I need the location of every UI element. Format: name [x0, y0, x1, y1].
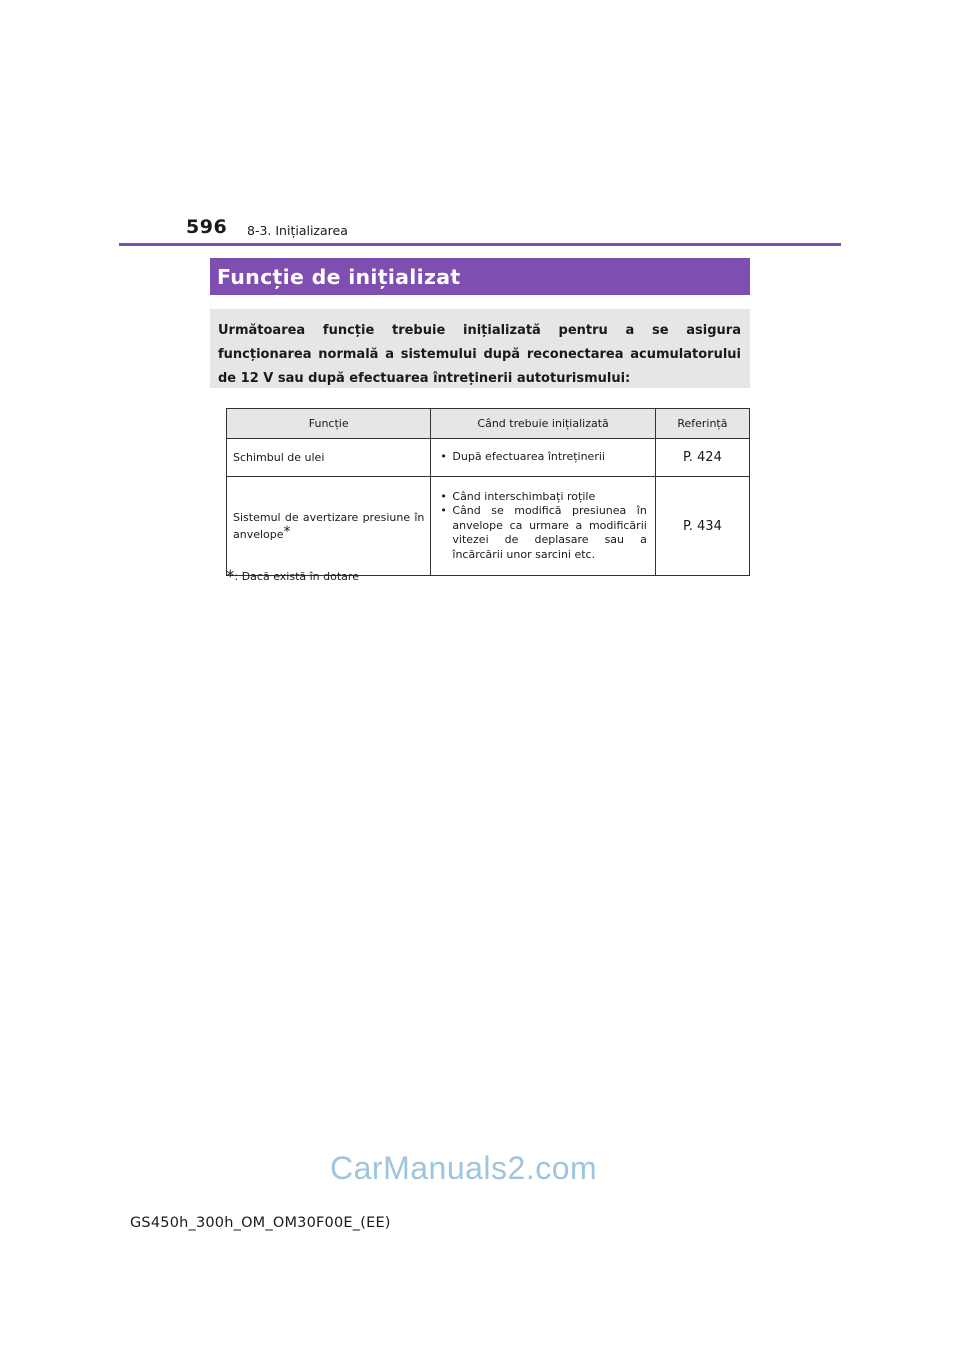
function-name: Sistemul de avertizare presiune în anvelope: [233, 511, 425, 541]
footnote-mark: *: [226, 567, 235, 587]
when-cell: [431, 439, 655, 477]
reference-link: P. 434: [682, 518, 722, 534]
condition-item: • După efectuarea întreținerii: [440, 450, 646, 465]
table-row: [227, 439, 750, 477]
footnote: [226, 567, 359, 587]
condition-list: [440, 490, 646, 563]
intro-paragraph: Următoarea funcție trebuie inițializată pentru a se asigura funcționarea normală a sistemului după reconectarea acumulatorului de 12 V sau după efectuarea întreținerii autoturismului:: [210, 309, 750, 388]
section-title: Funcție de inițializat: [217, 264, 461, 289]
page-number: 596: [186, 216, 228, 238]
section-title-bar: [210, 258, 750, 295]
function-cell: [227, 439, 431, 477]
footnote-text: : Dacă există în dotare: [234, 570, 359, 583]
function-name: Schimbul de ulei: [233, 451, 325, 464]
column-header-function: Funcție: [227, 409, 431, 439]
reference-cell: [655, 477, 749, 576]
condition-item: • Când interschimbați roțile: [440, 490, 646, 505]
reference-cell: [655, 439, 749, 477]
function-name-wrapper: [233, 510, 424, 542]
table-row: [227, 477, 750, 576]
watermark: CarManuals2.com: [330, 1150, 598, 1186]
section-label: 8-3. Inițializarea: [247, 223, 348, 238]
header-divider: [119, 243, 841, 246]
condition-item: • Când se modifică presiunea în anvelope ca urmare a modificării vitezei de deplasare sau a încărcării unor sarcini etc.: [440, 504, 646, 562]
condition-list: [440, 450, 646, 465]
optional-equipment-mark: *: [283, 524, 291, 540]
document-code: GS450h_300h_OM_OM30F00E_(EE): [130, 1215, 391, 1231]
column-header-when: Când trebuie inițializată: [431, 409, 655, 439]
column-header-reference: Referință: [655, 409, 749, 439]
when-cell: [431, 477, 655, 576]
table-header-row: [227, 409, 750, 439]
reference-link: P. 424: [682, 450, 722, 465]
initialization-table: [226, 408, 750, 576]
function-cell: [227, 477, 431, 576]
